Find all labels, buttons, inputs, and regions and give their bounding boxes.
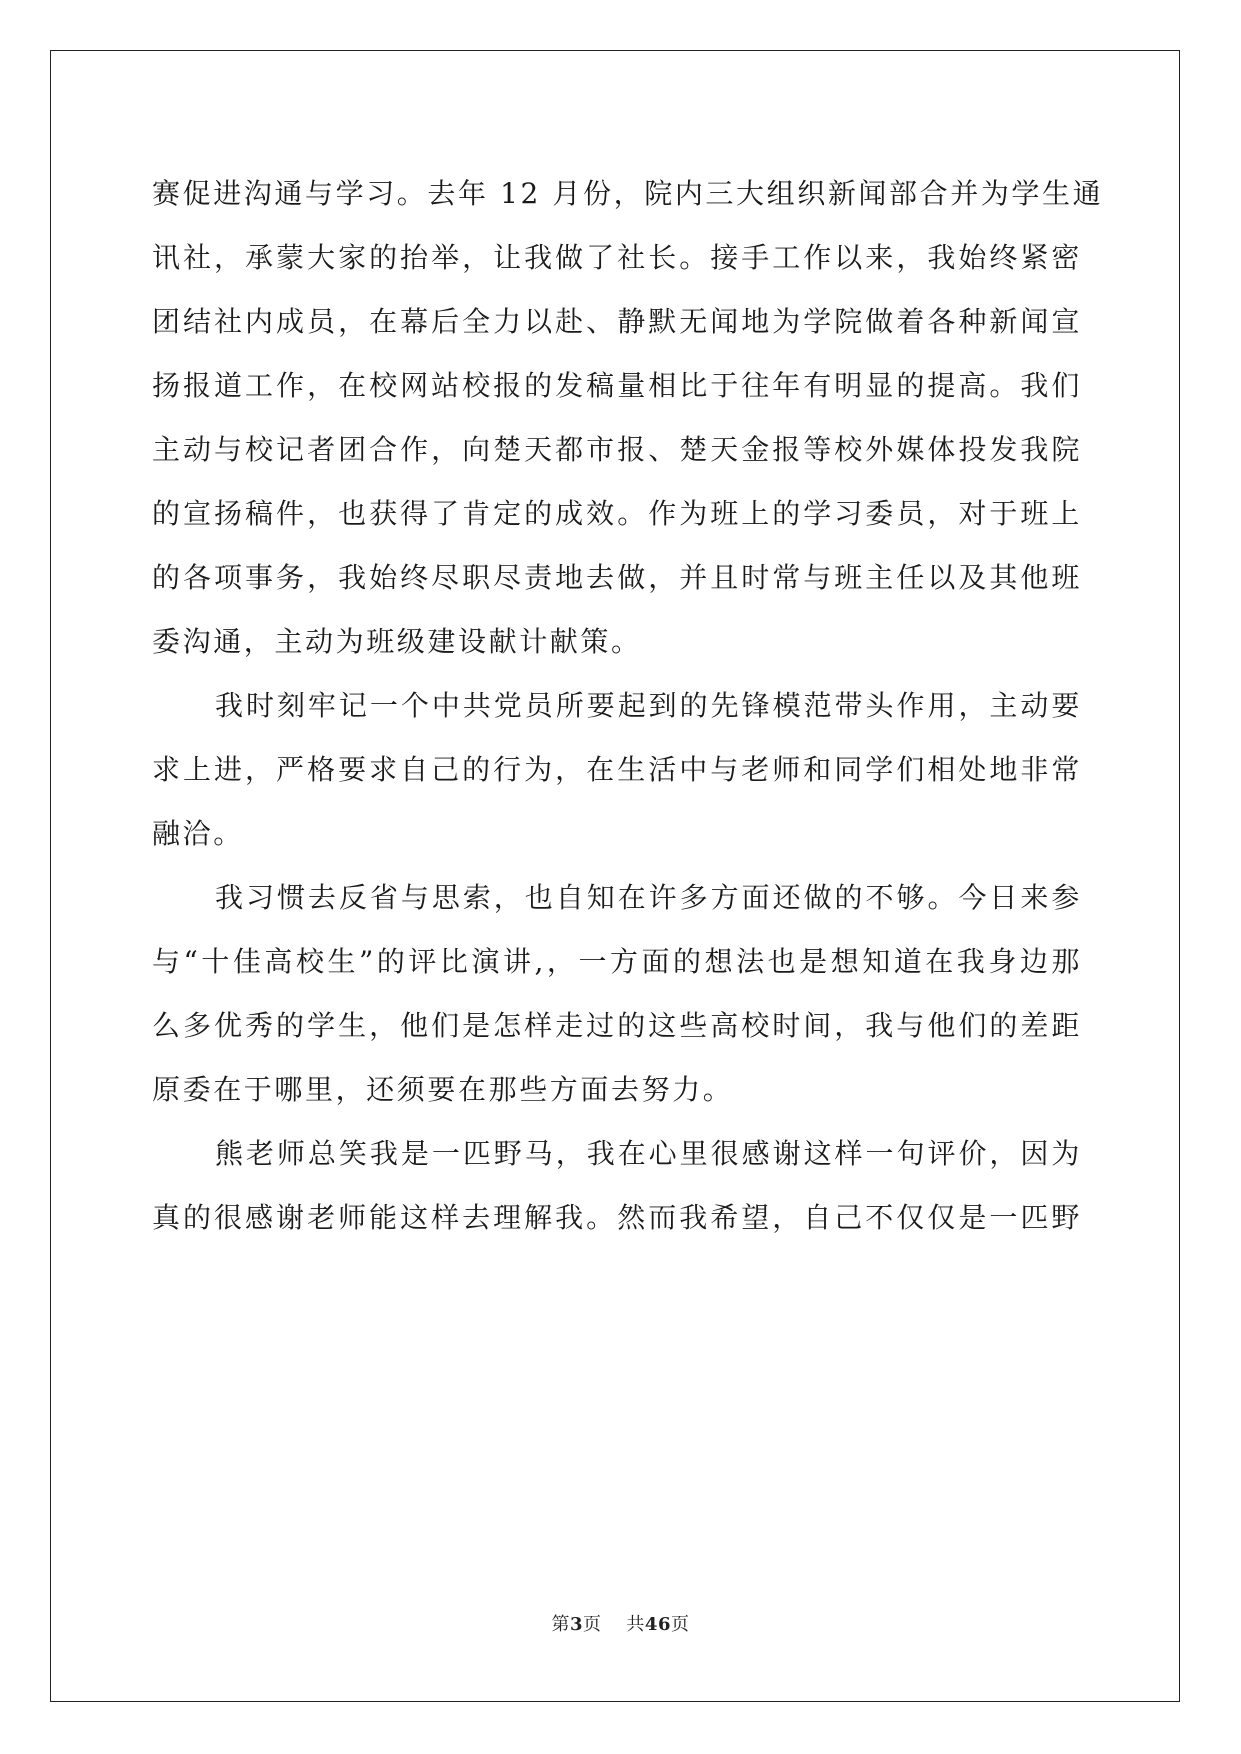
- text-line: 我习惯去反省与思索，也自知在许多方面还做的不够。今日来参: [215, 881, 1082, 914]
- total-suffix: 页: [670, 1614, 690, 1635]
- text-line: 求上进，严格要求自己的行为，在生活中与老师和同学们相处地非常: [152, 753, 1082, 786]
- text-line: 的各项事务，我始终尽职尽责地去做，并且时常与班主任以及其他班: [152, 561, 1082, 594]
- text-line: 我时刻牢记一个中共党员所要起到的先锋模范带头作用，主动要: [215, 689, 1082, 722]
- text-line: 委沟通，主动为班级建设献计献策。: [152, 625, 642, 658]
- page-footer: [0, 1610, 1241, 1636]
- text-line: 讯社，承蒙大家的抬举，让我做了社长。接手工作以来，我始终紧密: [152, 241, 1082, 274]
- text-line: 扬报道工作，在校网站校报的发稿量相比于往年有明显的提高。我们: [152, 369, 1082, 402]
- text-line: 熊老师总笑我是一匹野马，我在心里很感谢这样一句评价，因为: [215, 1137, 1082, 1170]
- text-line: 团结社内成员，在幕后全力以赴、静默无闻地为学院做着各种新闻宣: [152, 305, 1082, 338]
- text-line: 融洽。: [152, 817, 244, 850]
- total-prefix: 共: [626, 1614, 645, 1635]
- page-number: 3: [570, 1614, 584, 1635]
- text-line: 与“十佳高校生”的评比演讲,，一方面的想法也是想知道在我身边那: [152, 945, 1082, 978]
- text-line: 么多优秀的学生，他们是怎样走过的这些高校时间，我与他们的差距: [152, 1009, 1082, 1042]
- total-pages: 46: [644, 1614, 671, 1635]
- page-prefix: 第: [551, 1614, 570, 1635]
- text-line: 赛促进沟通与学习。去年 12 月份，院内三大组织新闻部合并为学生通: [152, 177, 1104, 210]
- document-body: [152, 162, 1104, 1250]
- text-line: 的宣扬稿件，也获得了肯定的成效。作为班上的学习委员，对于班上: [152, 497, 1082, 530]
- text-line: 主动与校记者团合作，向楚天都市报、楚天金报等校外媒体投发我院: [152, 433, 1082, 466]
- page-suffix: 页: [583, 1614, 602, 1635]
- text-line: 真的很感谢老师能这样去理解我。然而我希望，自己不仅仅是一匹野: [152, 1201, 1082, 1234]
- text-line: 原委在于哪里，还须要在那些方面去努力。: [152, 1073, 734, 1106]
